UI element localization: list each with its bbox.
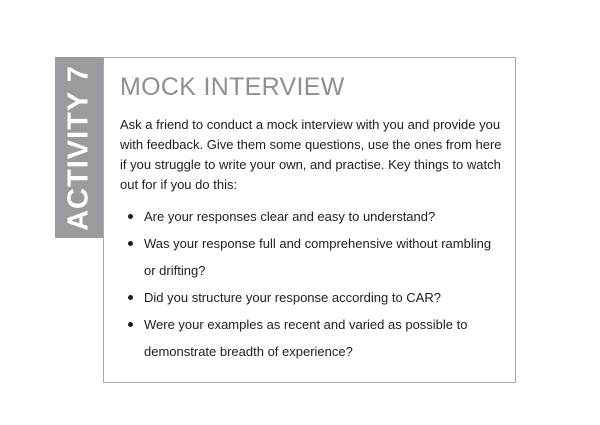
checklist-item [120, 230, 505, 284]
card-intro: Ask a friend to conduct a mock interview with you and provide you with feedback. Give them some questions, use the ones from here if you struggle to write your own, and practise. Key things to watch out for if you do this: [120, 117, 502, 192]
checklist [120, 203, 505, 365]
bullet-dot-icon [128, 322, 133, 327]
activity-card [103, 57, 516, 383]
checklist-item-text: Did you structure your response according to CAR? [144, 290, 441, 305]
checklist-item [120, 284, 505, 311]
activity-tab [55, 57, 103, 238]
checklist-item [120, 311, 505, 365]
bullet-dot-icon [128, 295, 133, 300]
bullet-dot-icon [128, 214, 133, 219]
activity-label: ACTIVITY 7 [62, 64, 95, 231]
checklist-item-text: Was your response full and comprehensive without rambling or drifting? [144, 236, 492, 278]
checklist-item [120, 203, 505, 230]
card-title: MOCK INTERVIEW [120, 73, 345, 101]
checklist-item-text: Are your responses clear and easy to understand? [144, 209, 436, 224]
checklist-item-text: Were your examples as recent and varied as possible to demonstrate breadth of experience? [144, 317, 468, 359]
bullet-dot-icon [128, 241, 133, 246]
